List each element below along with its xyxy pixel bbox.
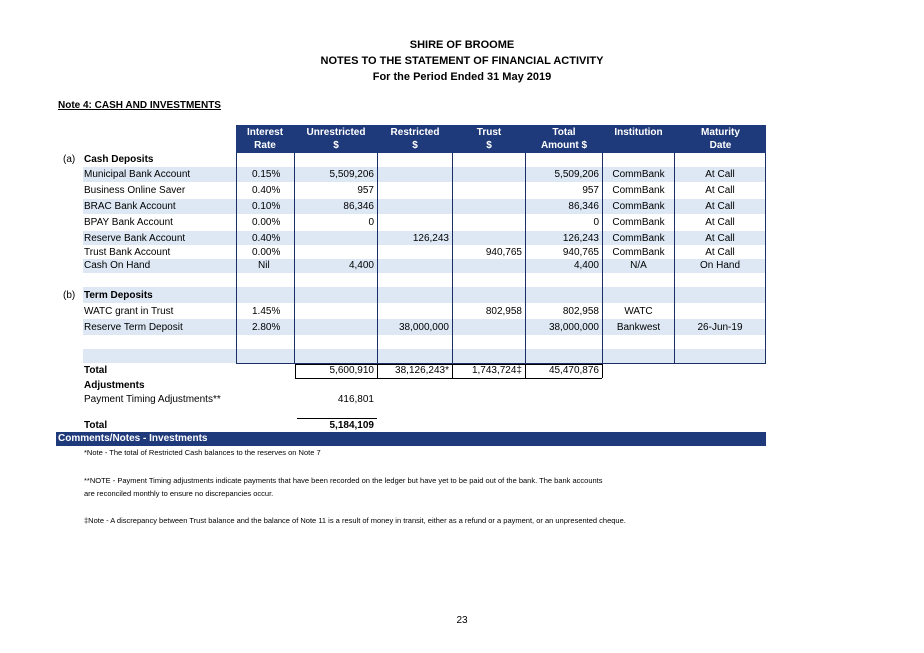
- section-a-marker: (a): [63, 154, 76, 165]
- note-trust-discrepancy: ‡Note - A discrepancy between Trust balance and the balance of Note 11 is a result of money in transit, either as a refund or a payment, or an unpresented cheque.: [84, 516, 626, 525]
- note-restricted: *Note - The total of Restricted Cash balances to the reserves on Note 7: [84, 448, 321, 457]
- col-total-header: Total Amount $: [540, 127, 588, 151]
- note-timing-2: are reconciled monthly to ensure no discrepancies occur.: [84, 489, 274, 498]
- final-total-value: 5,184,109: [329, 420, 374, 431]
- col-trust-header: Trust $: [476, 127, 502, 151]
- comments-bar: Comments/Notes - Investments: [56, 432, 766, 446]
- adjustment-label: Payment Timing Adjustments**: [84, 394, 221, 405]
- col-rate-header: Interest Rate: [246, 127, 284, 151]
- col-institution-header: Institution: [614, 127, 663, 138]
- note-timing-1: **NOTE - Payment Timing adjustments indicate payments that have been recorded on the ledger but have yet to be paid out of the bank. The bank accounts: [84, 476, 603, 485]
- report-period: For the Period Ended 31 May 2019: [372, 71, 552, 83]
- section-a-title: Cash Deposits: [84, 154, 154, 165]
- col-unrestricted-header: Unrestricted $: [306, 127, 366, 151]
- page-number: 23: [456, 615, 468, 626]
- col-maturity-header: Maturity Date: [701, 127, 740, 151]
- note-title: Note 4: CASH AND INVESTMENTS: [58, 100, 221, 111]
- report-org-title: SHIRE OF BROOME: [409, 39, 515, 51]
- final-total-label: Total: [84, 420, 108, 431]
- section-b-marker: (b): [63, 290, 76, 301]
- adjustment-value: 416,801: [337, 394, 374, 405]
- col-restricted-header: Restricted $: [390, 127, 440, 151]
- section-b-title: Term Deposits: [84, 290, 153, 301]
- report-subtitle: NOTES TO THE STATEMENT OF FINANCIAL ACTIVITY: [320, 55, 604, 67]
- adjustments-title: Adjustments: [84, 380, 145, 391]
